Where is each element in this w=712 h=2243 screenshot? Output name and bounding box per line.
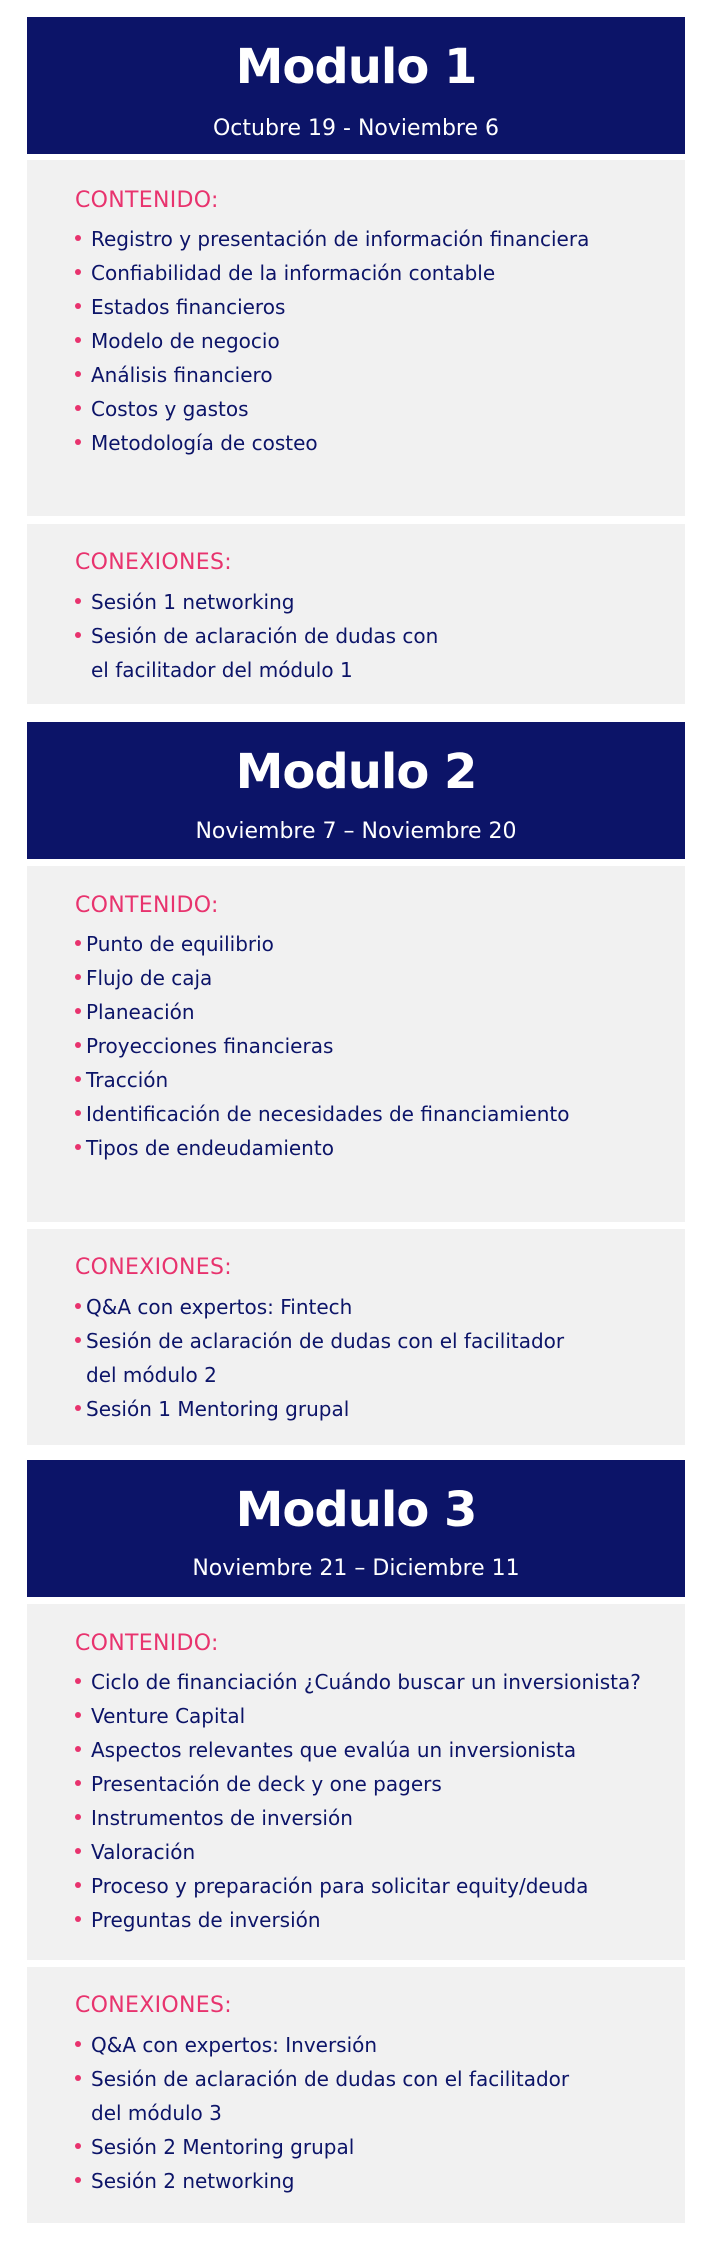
bullet-icon [75, 1916, 81, 1922]
module-1-contenido-panel [27, 160, 685, 516]
list-item: Sesión de aclaración de dudas con el facilitador del módulo 2 [75, 1324, 665, 1392]
list-item: Flujo de caja [75, 961, 665, 995]
list-item: Q&A con expertos: Inversión [75, 2028, 665, 2062]
bullet-icon [75, 1712, 81, 1718]
list-item: Sesión de aclaración de dudas con el facilitador del módulo 1 [75, 619, 665, 687]
bullet-icon [75, 1746, 81, 1752]
bullet-icon [75, 1848, 81, 1854]
list-item: Estados financieros [75, 290, 665, 324]
contenido-list [75, 222, 665, 460]
contenido-label: CONTENIDO: [75, 188, 219, 213]
list-item: Aspectos relevantes que evalúa un inversionista [75, 1733, 665, 1767]
list-item: Presentación de deck y one pagers [75, 1767, 665, 1801]
conexiones-label: CONEXIONES: [75, 1255, 232, 1280]
module-dates: Noviembre 21 – Diciembre 11 [192, 1556, 520, 1581]
list-item: Proceso y preparación para solicitar equity/deuda [75, 1869, 665, 1903]
module-3-contenido-panel [27, 1604, 685, 1960]
contenido-label: CONTENIDO: [75, 1631, 219, 1656]
list-item: Planeación [75, 995, 665, 1029]
conexiones-list [75, 1290, 665, 1426]
bullet-icon [75, 1110, 81, 1116]
list-item: Venture Capital [75, 1699, 665, 1733]
bullet-icon [75, 337, 81, 343]
bullet-icon [75, 439, 81, 445]
list-item: Q&A con expertos: Fintech [75, 1290, 665, 1324]
bullet-icon [75, 1780, 81, 1786]
bullet-icon [75, 371, 81, 377]
list-item: Sesión 1 networking [75, 585, 665, 619]
conexiones-list [75, 585, 665, 687]
bullet-icon [75, 235, 81, 241]
module-3-header [27, 1460, 685, 1597]
list-item: Instrumentos de inversión [75, 1801, 665, 1835]
list-item: Registro y presentación de información financiera [75, 222, 665, 256]
bullet-icon [75, 632, 81, 638]
module-1-header [27, 17, 685, 154]
bullet-icon [75, 598, 81, 604]
bullet-icon [75, 1042, 81, 1048]
bullet-icon [75, 405, 81, 411]
bullet-icon [75, 303, 81, 309]
bullet-icon [75, 1405, 81, 1411]
list-item: Tracción [75, 1063, 665, 1097]
contenido-label: CONTENIDO: [75, 893, 219, 918]
module-title: Modulo 2 [235, 744, 477, 800]
bullet-icon [75, 1882, 81, 1888]
bullet-icon [75, 2143, 81, 2149]
list-item: Confiabilidad de la información contable [75, 256, 665, 290]
list-item: Punto de equilibrio [75, 927, 665, 961]
list-item: Análisis financiero [75, 358, 665, 392]
list-item: Modelo de negocio [75, 324, 665, 358]
list-item: Tipos de endeudamiento [75, 1131, 665, 1165]
bullet-icon [75, 2041, 81, 2047]
module-dates: Noviembre 7 – Noviembre 20 [195, 819, 517, 844]
module-title: Modulo 3 [235, 1482, 477, 1538]
list-item: Sesión de aclaración de dudas con el facilitador del módulo 3 [75, 2062, 665, 2130]
module-2-conexiones-panel [27, 1229, 685, 1445]
contenido-list [75, 927, 665, 1165]
list-item: Metodología de costeo [75, 426, 665, 460]
bullet-icon [75, 1337, 81, 1343]
module-title: Modulo 1 [235, 39, 477, 95]
list-item: Valoración [75, 1835, 665, 1869]
module-dates: Octubre 19 - Noviembre 6 [212, 116, 500, 141]
bullet-icon [75, 1678, 81, 1684]
bullet-icon [75, 974, 81, 980]
bullet-icon [75, 1814, 81, 1820]
list-item: Sesión 2 Mentoring grupal [75, 2130, 665, 2164]
list-item: Identificación de necesidades de financiamiento [75, 1097, 665, 1131]
conexiones-list [75, 2028, 665, 2198]
list-item: Ciclo de financiación ¿Cuándo buscar un inversionista? [75, 1665, 665, 1699]
bullet-icon [75, 2177, 81, 2183]
list-item: Sesión 2 networking [75, 2164, 665, 2198]
module-3-conexiones-panel [27, 1967, 685, 2223]
module-2-contenido-panel [27, 866, 685, 1222]
bullet-icon [75, 1008, 81, 1014]
bullet-icon [75, 2075, 81, 2081]
list-item: Preguntas de inversión [75, 1903, 665, 1937]
module-2-header [27, 722, 685, 859]
module-1-conexiones-panel [27, 524, 685, 704]
bullet-icon [75, 1144, 81, 1150]
list-item: Costos y gastos [75, 392, 665, 426]
list-item: Sesión 1 Mentoring grupal [75, 1392, 665, 1426]
bullet-icon [75, 269, 81, 275]
contenido-list [75, 1665, 665, 1937]
conexiones-label: CONEXIONES: [75, 550, 232, 575]
bullet-icon [75, 1303, 81, 1309]
bullet-icon [75, 940, 81, 946]
conexiones-label: CONEXIONES: [75, 1993, 232, 2018]
bullet-icon [75, 1076, 81, 1082]
list-item: Proyecciones financieras [75, 1029, 665, 1063]
